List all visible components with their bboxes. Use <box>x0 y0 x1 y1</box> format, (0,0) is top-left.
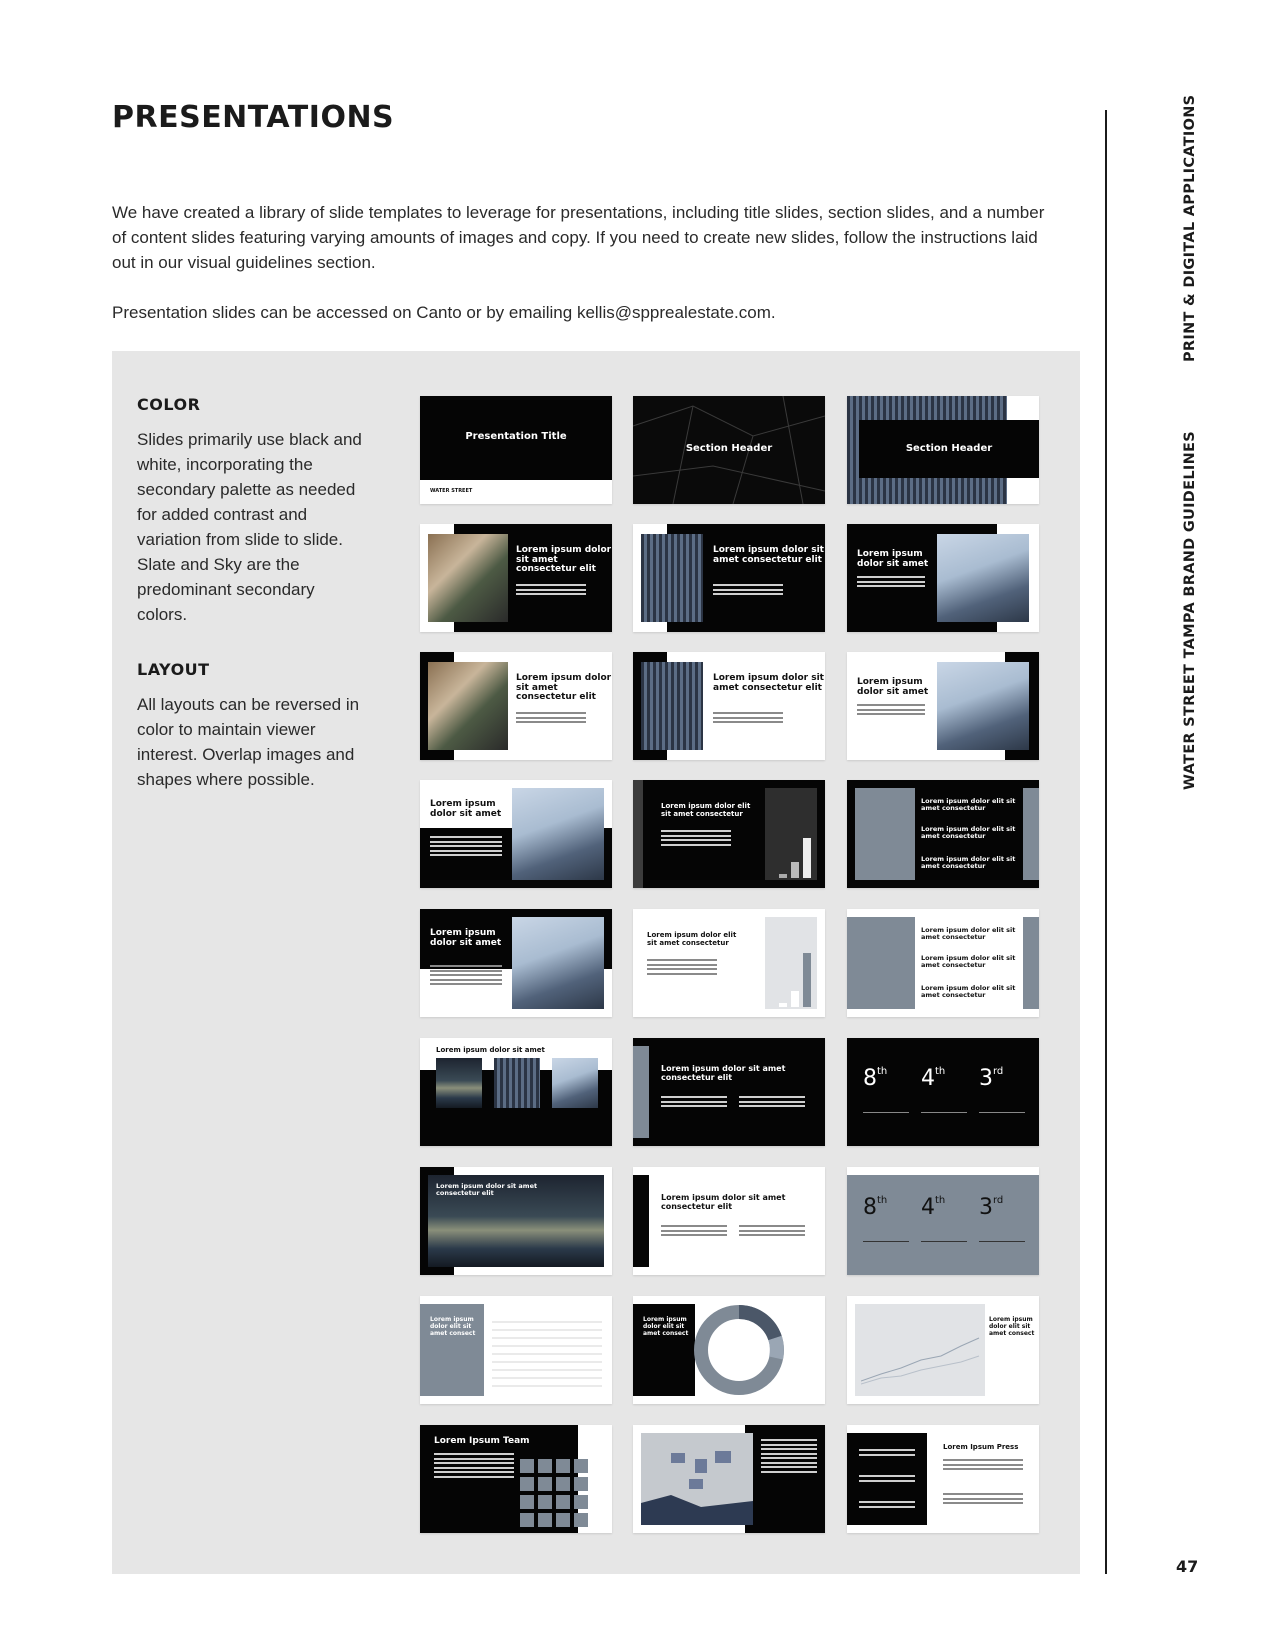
page-title: PRESENTATIONS <box>112 100 395 135</box>
stat-3: 3rd <box>979 1066 1004 1091</box>
slide-heading: Lorem ipsum dolor elit sit amet consectetur <box>661 802 751 818</box>
slide-chart-light[interactable] <box>633 909 825 1017</box>
color-heading: COLOR <box>137 395 201 414</box>
layout-body: All layouts can be reversed in color to maintain viewer interest. Overlap images and shapes where possible. <box>137 695 360 789</box>
slide-heading: Lorem ipsum dolor sit amet consectetur elit <box>516 673 612 702</box>
slide-title[interactable] <box>420 396 612 504</box>
access-text: Presentation slides can be accessed on Canto or by emailing <box>112 303 577 322</box>
slide-item-3: Lorem ipsum dolor elit sit amet consectetur <box>921 855 1016 870</box>
slide-item-3: Lorem ipsum dolor elit sit amet consectetur <box>921 984 1016 999</box>
slide-heading: Lorem ipsum dolor elit sit amet consectetur <box>647 931 737 947</box>
section-header-text: Section Header <box>685 443 773 454</box>
slide-heading: Lorem ipsum dolor elit sit amet consect <box>989 1316 1035 1337</box>
slide-stats-slate[interactable] <box>847 1167 1039 1275</box>
slide-heading: Lorem Ipsum Press <box>943 1443 1019 1451</box>
stat-1: 8th <box>863 1066 888 1091</box>
slide-heading: Lorem ipsum dolor elit sit amet consect <box>643 1316 689 1337</box>
table-lines <box>492 1314 602 1394</box>
slide-heading: Lorem ipsum dolor sit amet consectetur elit <box>661 1193 786 1211</box>
slide-heading: Lorem ipsum dolor sit amet consectetur elit <box>436 1182 538 1197</box>
slide-heading: Lorem ipsum dolor sit amet consectetur elit <box>516 545 612 574</box>
slide-team[interactable] <box>420 1425 612 1533</box>
slide-section-photo[interactable] <box>847 396 1039 504</box>
slide-heading: Lorem ipsum dolor sit amet consectetur elit <box>713 673 824 693</box>
slide-heading: Lorem ipsum dolor sit amet consectetur elit <box>713 545 824 565</box>
slide-item-2: Lorem ipsum dolor elit sit amet consectetur <box>921 825 1016 840</box>
line-chart <box>861 1316 981 1386</box>
stat-2: 4th <box>921 1195 946 1220</box>
page-number: 47 <box>1176 1557 1199 1576</box>
intro-paragraph: We have created a library of slide templates to leverage for presentations, including title slides, section slides, and a number of content slides featuring varying amounts of images and copy. If you need to create new slides, follow the instructions laid out in our visual guidelines section. <box>112 203 1045 272</box>
slide-heading: Lorem ipsum dolor sit amet <box>430 799 502 819</box>
layout-heading: LAYOUT <box>137 660 210 679</box>
slide-item-1: Lorem ipsum dolor elit sit amet consectetur <box>921 797 1016 812</box>
slide-heading: Lorem ipsum dolor sit amet <box>430 928 502 948</box>
slide-stats-dark[interactable] <box>847 1038 1039 1146</box>
slide-heading: Lorem Ipsum Team <box>434 1436 530 1446</box>
slide-slate-bar-dark[interactable] <box>633 1038 825 1146</box>
slide-heading: Lorem ipsum dolor elit sit amet consect <box>430 1316 476 1337</box>
slide-icons-light[interactable] <box>847 909 1039 1017</box>
stat-3: 3rd <box>979 1195 1004 1220</box>
slide-tower-dark[interactable] <box>633 524 825 632</box>
slide-press[interactable] <box>847 1425 1039 1533</box>
section-header-text-2: Section Header <box>905 443 993 454</box>
vertical-rule <box>1105 110 1107 1574</box>
slide-table[interactable] <box>420 1296 612 1404</box>
slide-logo: WATER STREET <box>430 488 473 494</box>
stat-1: 8th <box>863 1195 888 1220</box>
slide-aerial[interactable] <box>420 1167 612 1275</box>
slide-text-photo-dark[interactable] <box>420 909 612 1017</box>
slide-heading: Lorem ipsum dolor sit amet <box>436 1046 545 1054</box>
slide-slate-bar-light[interactable] <box>633 1167 825 1275</box>
slide-building-light[interactable] <box>847 652 1039 760</box>
slide-heading: Lorem ipsum dolor sit amet <box>857 677 929 697</box>
donut-chart <box>689 1300 789 1400</box>
slide-item-1: Lorem ipsum dolor elit sit amet consectetur <box>921 926 1016 941</box>
slide-heading: Lorem ipsum dolor sit amet <box>857 549 929 569</box>
guide-label: WATER STREET TAMPA BRAND GUIDELINES <box>1182 431 1198 790</box>
slide-chart-dark[interactable] <box>633 780 825 888</box>
email-link[interactable]: kellis@spprealestate.com <box>576 303 771 322</box>
slide-line-chart[interactable] <box>847 1296 1039 1404</box>
slide-tower-light[interactable] <box>633 652 825 760</box>
section-label: PRINT & DIGITAL APPLICATIONS <box>1182 94 1198 362</box>
slide-collage-light[interactable] <box>420 652 612 760</box>
slide-title-text: Presentation Title <box>465 431 567 442</box>
slide-map[interactable] <box>633 1425 825 1533</box>
slide-donut[interactable] <box>633 1296 825 1404</box>
access-end: . <box>770 303 776 322</box>
slide-three-photos[interactable] <box>420 1038 612 1146</box>
slide-collage-dark[interactable] <box>420 524 612 632</box>
slide-icons-dark[interactable] <box>847 780 1039 888</box>
stat-2: 4th <box>921 1066 946 1091</box>
slide-heading: Lorem ipsum dolor sit amet consectetur elit <box>661 1064 786 1082</box>
slide-building-dark[interactable] <box>847 524 1039 632</box>
slide-item-2: Lorem ipsum dolor elit sit amet consectetur <box>921 954 1016 969</box>
slide-text-photo-light[interactable] <box>420 780 612 888</box>
slide-section-dark[interactable] <box>633 396 825 504</box>
color-body: Slides primarily use black and white, incorporating the secondary palette as needed for added contrast and variation from slide to slide. Slate and Sky are the predominant secondary colors. <box>137 430 362 624</box>
map-graphic <box>641 1433 753 1525</box>
access-paragraph <box>112 300 1057 325</box>
